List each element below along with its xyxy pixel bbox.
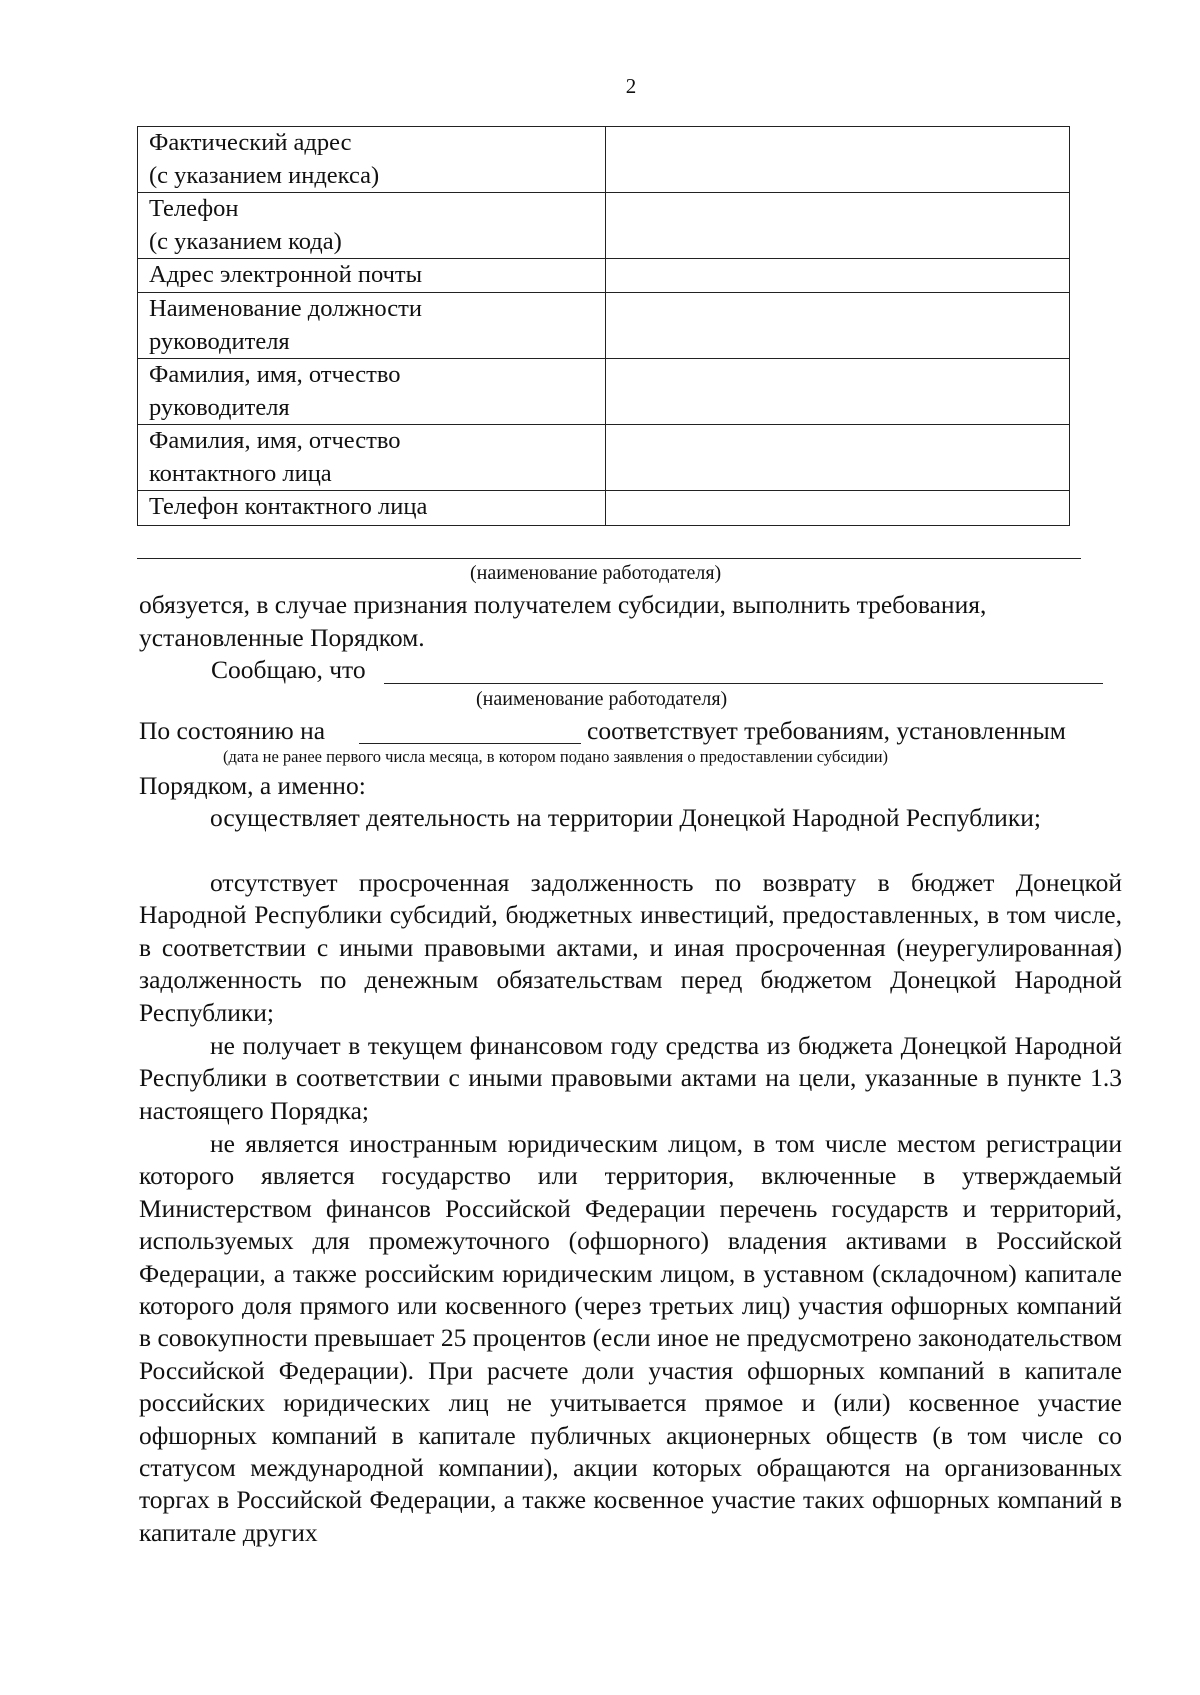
date-note: (дата не ранее первого числа месяца, в котором подано заявления о предоставлении субсидии) <box>223 747 889 766</box>
row-value-email <box>606 259 1070 293</box>
row-value-head-position <box>606 293 1070 359</box>
row-label-contact-phone: Телефон контактного лица <box>138 491 606 526</box>
paragraph-debt <box>139 867 1122 1029</box>
row-value-phone <box>606 193 1070 259</box>
row-label-actual-address: Фактический адрес (с указанием индекса) <box>138 127 606 193</box>
paragraph-activity-text: осуществляет деятельность на территории Донецкой Народной Республики; <box>210 803 1041 832</box>
table-row <box>138 491 1070 526</box>
paragraph-debt-text: отсутствует просроченная задолженность по возврату в бюджет Донецкой Народной Республики субсидий, бюджетных инвестиций, предоставленных, в том числе, в соответствии с иными правовыми актами, и иная просроченная (неурегулированная) задолженность по денежным обязательствам перед бюджетом Донецкой Народной Республики; <box>139 868 1122 1027</box>
table-row <box>138 425 1070 491</box>
paragraph-offshore <box>139 1128 1122 1549</box>
obliges-line-2: установленные Порядком. <box>139 623 425 652</box>
row-label-contact-name: Фамилия, имя, отчество контактного лица <box>138 425 606 491</box>
row-value-contact-phone <box>606 491 1070 526</box>
order-line: Порядком, а именно: <box>139 771 366 800</box>
row-value-head-name <box>606 359 1070 425</box>
report-prefix: Сообщаю, что <box>211 655 366 684</box>
employer-name-caption: (наименование работодателя) <box>470 562 722 584</box>
table-row <box>138 293 1070 359</box>
paragraph-funds <box>139 1030 1122 1127</box>
row-label-phone: Телефон (с указанием кода) <box>138 193 606 259</box>
paragraph-activity <box>139 802 1122 834</box>
table-row <box>138 259 1070 293</box>
table-row <box>138 127 1070 193</box>
page-number: 2 <box>625 74 637 98</box>
obliges-line-1: обязуется, в случае признания получателем субсидии, выполнить требования, <box>139 590 987 619</box>
employer-info-table <box>137 126 1070 526</box>
row-value-actual-address <box>606 127 1070 193</box>
status-prefix: По состоянию на <box>139 716 326 745</box>
row-label-head-name: Фамилия, имя, отчество руководителя <box>138 359 606 425</box>
table-row <box>138 193 1070 259</box>
employer-name-line <box>137 558 1081 559</box>
report-employer-line <box>384 683 1103 684</box>
row-label-email: Адрес электронной почты <box>138 259 606 293</box>
paragraph-offshore-text: не является иностранным юридическим лицом, в том числе местом регистрации которого является государство или территория, включенные в утверждаемый Министерством финансов Российской Федерации перечень государств и территорий, используемых для промежуточного (офшорного) владения активами в Российской Федерации, а также российским юридическим лицом, в уставном (складочном) капитале которого доля прямого или косвенного (через третьих лиц) участия офшорных компаний в совокупности превышает 25 процентов (если иное не предусмотрено законодательством Российской Федерации). При расчете доли участия офшорных компаний в капитале российских юридических лиц не учитывается прямое и (или) косвенное участие офшорных компаний в капитале публичных акционерных обществ (в том числе со статусом международной компании), акции которых обращаются на организованных торгах в Российской Федерации, а также косвенное участие таких офшорных компаний в капитале других <box>139 1129 1122 1547</box>
row-label-head-position: Наименование должности руководителя <box>138 293 606 359</box>
paragraph-funds-text: не получает в текущем финансовом году средства из бюджета Донецкой Народной Республики в соответствии с иными правовыми актами на цели, указанные в пункте 1.3 настоящего Порядка; <box>139 1031 1122 1125</box>
status-suffix: соответствует требованиям, установленным <box>587 716 1066 745</box>
employer-name-caption-2: (наименование работодателя) <box>476 688 728 710</box>
table-row <box>138 359 1070 425</box>
status-date-line <box>359 743 581 744</box>
row-value-contact-name <box>606 425 1070 491</box>
